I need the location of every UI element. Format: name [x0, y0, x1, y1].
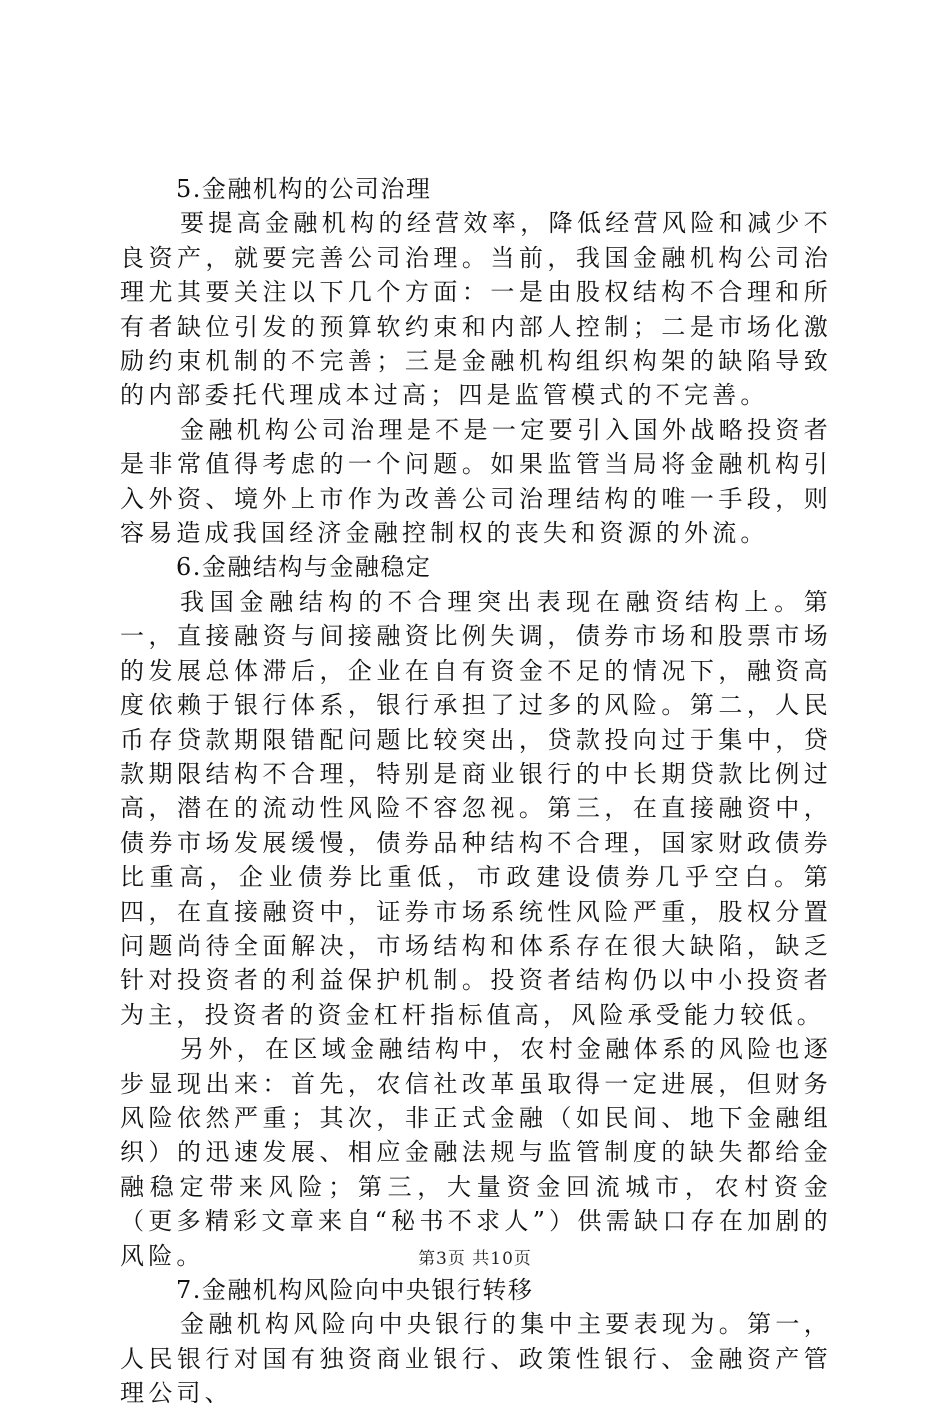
paragraph: 另外，在区域金融结构中，农村金融体系的风险也逐步显现出来：首先，农信社改革虽取得一定进展，但财务风险依然严重；其次，非正式金融（如民间、地下金融组织）的迅速发展、相应金融法规与监管制度的缺失都给金融稳定带来风险；第三，大量资金回流城市，农村资金（更多精彩文章来自“秘书不求人”）供需缺口存在加剧的风险。: [120, 1035, 832, 1270]
paragraph: 我国金融结构的不合理突出表现在融资结构上。第一，直接融资与间接融资比例失调，债券市场和股票市场的发展总体滞后，企业在自有资金不足的情况下，融资高度依赖于银行体系，银行承担了过多的风险。第二，人民币存贷款期限错配问题比较突出，贷款投向过于集中，贷款期限结构不合理，特别是商业银行的中长期贷款比例过高，潜在的流动性风险不容忽视。第三，在直接融资中，债券市场发展缓慢，债券品种结构不合理，国家财政债券比重高，企业债券比重低，市政建设债券几乎空白。第四，在直接融资中，证券市场系统性风险严重，股权分置问题尚待全面解决，市场结构和体系存在很大缺陷，缺乏针对投资者的利益保护机制。投资者结构仍以中小投资者为主，投资者的资金杠杆指标值高，风险承受能力较低。: [120, 587, 832, 1029]
page-footer: 第3页 共10页: [418, 1249, 532, 1269]
paragraph: 金融机构公司治理是不是一定要引入国外战略投资者是非常值得考虑的一个问题。如果监管当局将金融机构引入外资、境外上市作为改善公司治理结构的唯一手段，则容易造成我国经济金融控制权的丧失和资源的外流。: [120, 415, 832, 548]
paragraph: 要提高金融机构的经营效率，降低经营风险和减少不良资产，就要完善公司治理。当前，我国金融机构公司治理尤其要关注以下几个方面：一是由股权结构不合理和所有者缺位引发的预算软约束和内部人控制；二是市场化激励约束机制的不完善；三是金融机构组织构架的缺陷导致的内部委托代理成本过高；四是监管模式的不完善。: [120, 209, 832, 410]
paragraph: 金融机构风险向中央银行的集中主要表现为。第一，人民银行对国有独资商业银行、政策性银行、金融资产管理公司、: [120, 1310, 832, 1408]
section-heading: 6.金融结构与金融稳定: [176, 553, 432, 582]
document-body: [120, 172, 832, 1411]
section-heading: 7.金融机构风险向中央银行转移: [176, 1276, 534, 1304]
section-heading: 5.金融机构的公司治理: [176, 175, 432, 203]
